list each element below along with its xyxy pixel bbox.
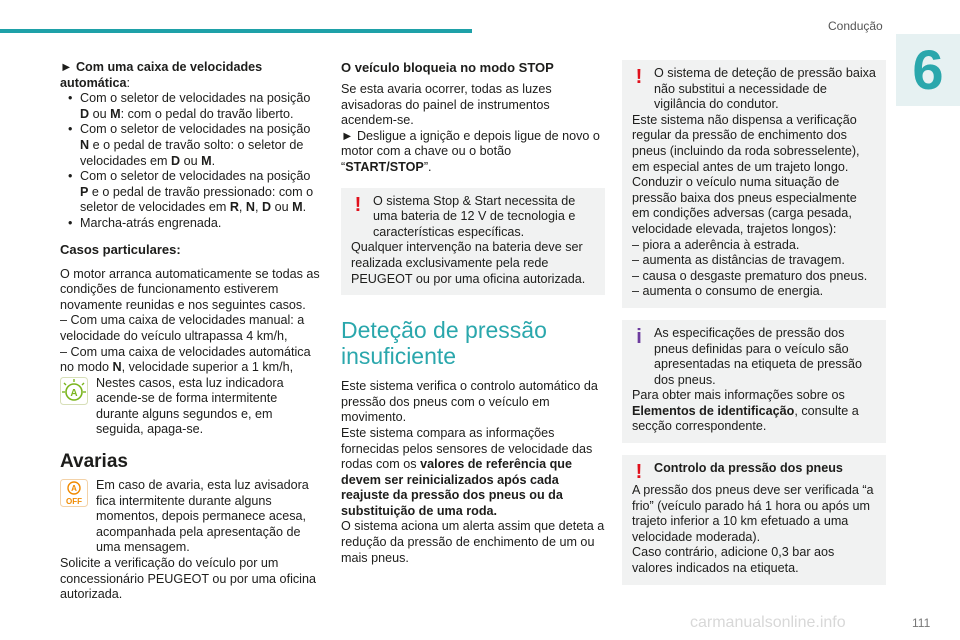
avarias-heading: Avarias bbox=[60, 451, 128, 473]
avarias-note bbox=[60, 478, 322, 556]
stop-mode-action: ► Desligue a ignição e depois ligue de novo o motor com a chave ou o botão “START/STOP”. bbox=[341, 128, 600, 174]
chapter-number: 6 bbox=[912, 38, 944, 101]
list-item: • Marcha-atrás engrenada. bbox=[60, 216, 322, 232]
case-automatic: – Com uma caixa de velocidades automática no modo N, velocidade superior a 1 km/h, bbox=[60, 344, 311, 375]
off-icon-label: OFF bbox=[66, 497, 82, 507]
pressure-check-heading: Controlo da pressão dos pneus bbox=[654, 461, 843, 476]
detection-warning-line: – causa o desgaste prematuro dos pneus. bbox=[632, 268, 868, 283]
chapter-tab bbox=[896, 34, 960, 106]
info-reference: Para obter mais informações sobre os Elementos de identificação, consulte a secção correspondente. bbox=[632, 388, 859, 434]
info-icon: i bbox=[636, 325, 642, 348]
detection-warning-line: – aumenta as distâncias de travagem. bbox=[632, 253, 845, 268]
list-item: • Com o seletor de velocidades na posição P e o pedal de travão pressionado: com o seletor de velocidades em R, N, D ou M. bbox=[60, 169, 322, 216]
pressure-section-title: Deteção de pressão insuficiente bbox=[341, 317, 547, 370]
pressure-compare: Este sistema compara as informações fornecidas pelos sensores de velocidade das rodas com os valores de referência que devem ser reinicializados após cada reajuste da pressão dos pneus ou da substituição de uma roda. bbox=[341, 425, 593, 518]
avarias-text: Em caso de avaria, esta luz avisadora fica intermitente durante alguns momentos, depois permanece acesa, acompanhada pela apresentação de uma mensagem. bbox=[96, 478, 309, 555]
stop-start-green-icon bbox=[60, 377, 88, 405]
pressure-check-text-2: Caso contrário, adicione 0,3 bar aos valores indicados na etiqueta. bbox=[632, 545, 835, 576]
svg-text:A: A bbox=[70, 387, 78, 399]
battery-warning-box bbox=[341, 188, 605, 296]
specifications-info-box bbox=[622, 320, 886, 443]
case-manual: – Com uma caixa de velocidades manual: a velocidade do veículo ultrapassa 4 km/h, bbox=[60, 313, 305, 343]
stop-mode-text: Se esta avaria ocorrer, todas as luzes avisadoras do painel de instrumentos acendem-se. bbox=[341, 82, 552, 128]
pressure-intro: Este sistema verifica o controlo automático da pressão dos pneus com o veículo em movimento. bbox=[341, 379, 598, 425]
watermark: carmanualsonline.info bbox=[690, 614, 846, 631]
pressure-alert: O sistema aciona um alerta assim que deteta a redução da pressão de enchimento de um ou mais pneus. bbox=[341, 519, 605, 565]
indicator-note-text: Nestes casos, esta luz indicadora acende-se de forma intermitente durante alguns segundos e, em seguida, apaga-se. bbox=[96, 375, 284, 437]
battery-warning-text-2: Qualquer intervenção na bateria deve ser realizada exclusivamente pela rede PEUGEOT ou por uma oficina autorizada. bbox=[351, 240, 586, 286]
stop-start-indicator-note bbox=[60, 376, 322, 438]
warning-exclamation-icon: ! bbox=[354, 193, 362, 216]
stop-start-off-icon bbox=[60, 479, 88, 507]
detection-warning-line: Este sistema não dispensa a verificação regular da pressão de enchimento dos pneus (incluindo da roda sobresselente), em especial antes de um trajeto longo. bbox=[632, 112, 860, 174]
section-title: Condução bbox=[828, 19, 883, 33]
list-item: • Com o seletor de velocidades na posição N e o pedal de travão solto: o seletor de velocidades em D ou M. bbox=[60, 122, 322, 169]
info-text: As especificações de pressão dos pneus definidas para o veículo são apresentadas na etiqueta de pressão dos pneus. bbox=[654, 325, 862, 387]
avarias-text-2: Solicite a verificação do veículo por um concessionário PEUGEOT ou por uma oficina autorizada. bbox=[60, 556, 316, 602]
automatic-conditions-list bbox=[60, 91, 322, 231]
detection-warning-line: – aumenta o consumo de energia. bbox=[632, 284, 824, 299]
pressure-check-text: A pressão dos pneus deve ser verificada “a frio” (veículo parado há 1 hora ou após um trajeto inferior a 10 km efetuado a uma velocidade moderada). bbox=[632, 483, 874, 544]
page-number: 111 bbox=[912, 616, 931, 630]
detection-warning-box bbox=[622, 60, 886, 308]
special-cases-text: O motor arranca automaticamente se todas as condições de funcionamento estiverem novamente reunidas e nos seguintes casos. bbox=[60, 266, 320, 312]
column-2 bbox=[341, 60, 605, 566]
column-1 bbox=[60, 60, 322, 603]
stop-mode-heading: O veículo bloqueia no modo STOP bbox=[341, 60, 554, 75]
header-accent-bar bbox=[0, 29, 472, 33]
pressure-check-warning-box bbox=[622, 455, 886, 585]
automatic-gearbox-intro: ► Com uma caixa de velocidades automática: bbox=[60, 60, 263, 90]
column-3 bbox=[622, 60, 886, 585]
detection-warning-line: – piora a aderência à estrada. bbox=[632, 237, 800, 252]
detection-warning-line: Conduzir o veículo numa situação de pressão baixa dos pneus especialmente em condições adversas (carga pesada, velocidade elevada, trajetos longos): bbox=[632, 175, 857, 236]
svg-text:A: A bbox=[71, 484, 77, 494]
battery-warning-text: O sistema Stop & Start necessita de uma bateria de 12 V de tecnologia e características específicas. bbox=[373, 193, 576, 239]
detection-warning-line: O sistema de deteção de pressão baixa não substitui a necessidade de vigilância do condutor. bbox=[654, 66, 876, 112]
special-cases-heading: Casos particulares: bbox=[60, 241, 181, 257]
warning-exclamation-icon: ! bbox=[635, 461, 643, 484]
list-item: • Com o seletor de velocidades na posição D ou M: com o pedal do travão liberto. bbox=[60, 91, 322, 122]
warning-exclamation-icon: ! bbox=[635, 66, 643, 88]
